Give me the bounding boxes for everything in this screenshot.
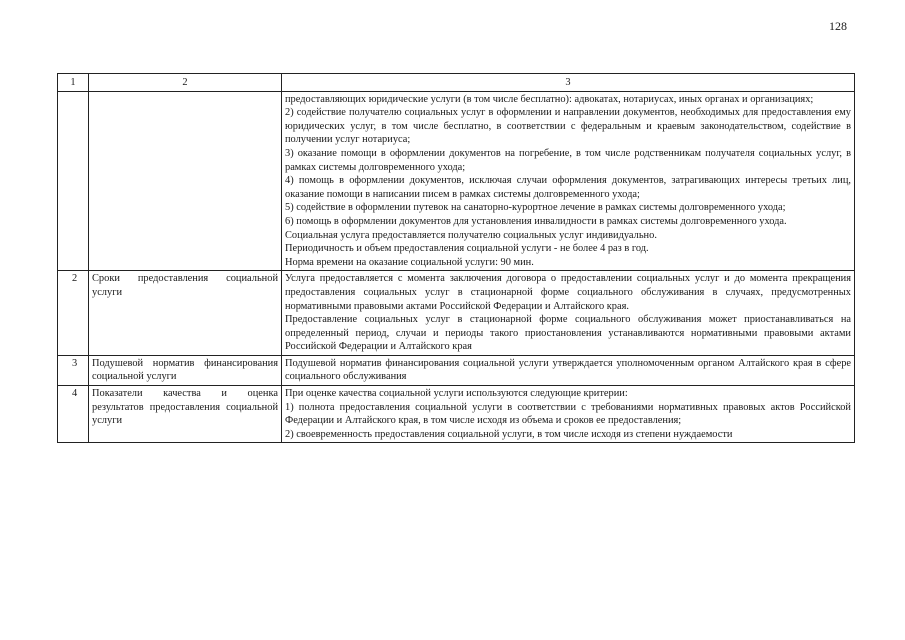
row-name: Показатели качества и оценка результатов предоставления социальной услуги: [89, 386, 282, 443]
row-number: 4: [58, 386, 89, 443]
header-col-2: 2: [89, 74, 282, 92]
table-row: [58, 355, 855, 385]
row-number: 2: [58, 271, 89, 356]
paragraph: 6) помощь в оформлении документов для установления инвалидности в рамках системы долговременного ухода.: [285, 215, 787, 227]
row-name: [89, 91, 282, 271]
paragraph: 5) содействие в оформлении путевок на санаторно-курортное лечение в рамках системы долговременного ухода;: [285, 202, 786, 214]
row-number: 3: [58, 355, 89, 385]
paragraph: 3) оказание помощи в оформлении документов на погребение, в том числе родственникам получателя социальных услуг, в рамках системы долговременного ухода;: [285, 147, 851, 173]
row-content: [282, 271, 855, 356]
row-content: [282, 91, 855, 271]
row-content: [282, 386, 855, 443]
row-number: [58, 91, 89, 271]
paragraph: Социальная услуга предоставляется получателю социальных услуг индивидуально.: [285, 229, 657, 241]
paragraph: Предоставление социальных услуг в стационарной форме социального обслуживания может приостанавливаться на определенный период, случаи и периоды такого приостановления устанавливаются нормативными правовыми актами Российской Федерации и Алтайского края: [285, 314, 851, 353]
paragraph: Периодичность и объем предоставления социальной услуги - не более 4 раз в год.: [285, 243, 649, 255]
paragraph: Подушевой норматив финансирования социальной услуги утверждается уполномоченным органом Алтайского края в сфере социального обслуживания: [285, 357, 851, 383]
table-row: [58, 271, 855, 356]
paragraph: 2) содействие получателю социальных услуг в оформлении и направлении документов, необходимых для предоставления ему юридических услуг, в том числе бесплатно, в соответствии с федеральным и краевым законодательством, содействие в получении услуг нотариуса;: [285, 107, 851, 146]
paragraph: 4) помощь в оформлении документов, исключая случаи оформления документов, затрагивающих интересы третьих лиц, оказание помощи в написании писем в рамках системы долговременного ухода;: [285, 175, 851, 200]
paragraph: Услуга предоставляется с момента заключения договора о предоставлении социальных услуг и до момента прекращения предоставления социальных услуг в стационарной форме социального обслуживания в случаях, предусмотренных нормативными правовыми актами Российской Федерации и Алтайского края.: [285, 273, 851, 312]
paragraph: Норма времени на оказание социальной услуги: 90 мин.: [285, 256, 534, 268]
header-col-3: 3: [282, 74, 855, 92]
paragraph: 1) полнота предоставления социальной услуги в соответствии с требованиями нормативных правовых актов Российской Федерации и Алтайского края, в том числе исходя из объема и сроков ее предоставления;: [285, 401, 851, 427]
page-number: 128: [829, 19, 847, 33]
paragraph: 2) своевременность предоставления социальной услуги, в том числе исходя из степени нуждаемости: [285, 428, 733, 440]
table-row: [58, 386, 855, 443]
services-table: [57, 73, 855, 443]
header-col-1: 1: [58, 74, 89, 92]
table-header-row: [58, 74, 855, 92]
row-name: Подушевой норматив финансирования социальной услуги: [89, 355, 282, 385]
row-name: Сроки предоставления социальной услуги: [89, 271, 282, 356]
paragraph: При оценке качества социальной услуги используются следующие критерии:: [285, 388, 628, 400]
table-row: [58, 91, 855, 271]
paragraph: предоставляющих юридические услуги (в том числе бесплатно): адвокатах, нотариусах, иных органах и организациях;: [285, 93, 814, 105]
row-content: [282, 355, 855, 385]
